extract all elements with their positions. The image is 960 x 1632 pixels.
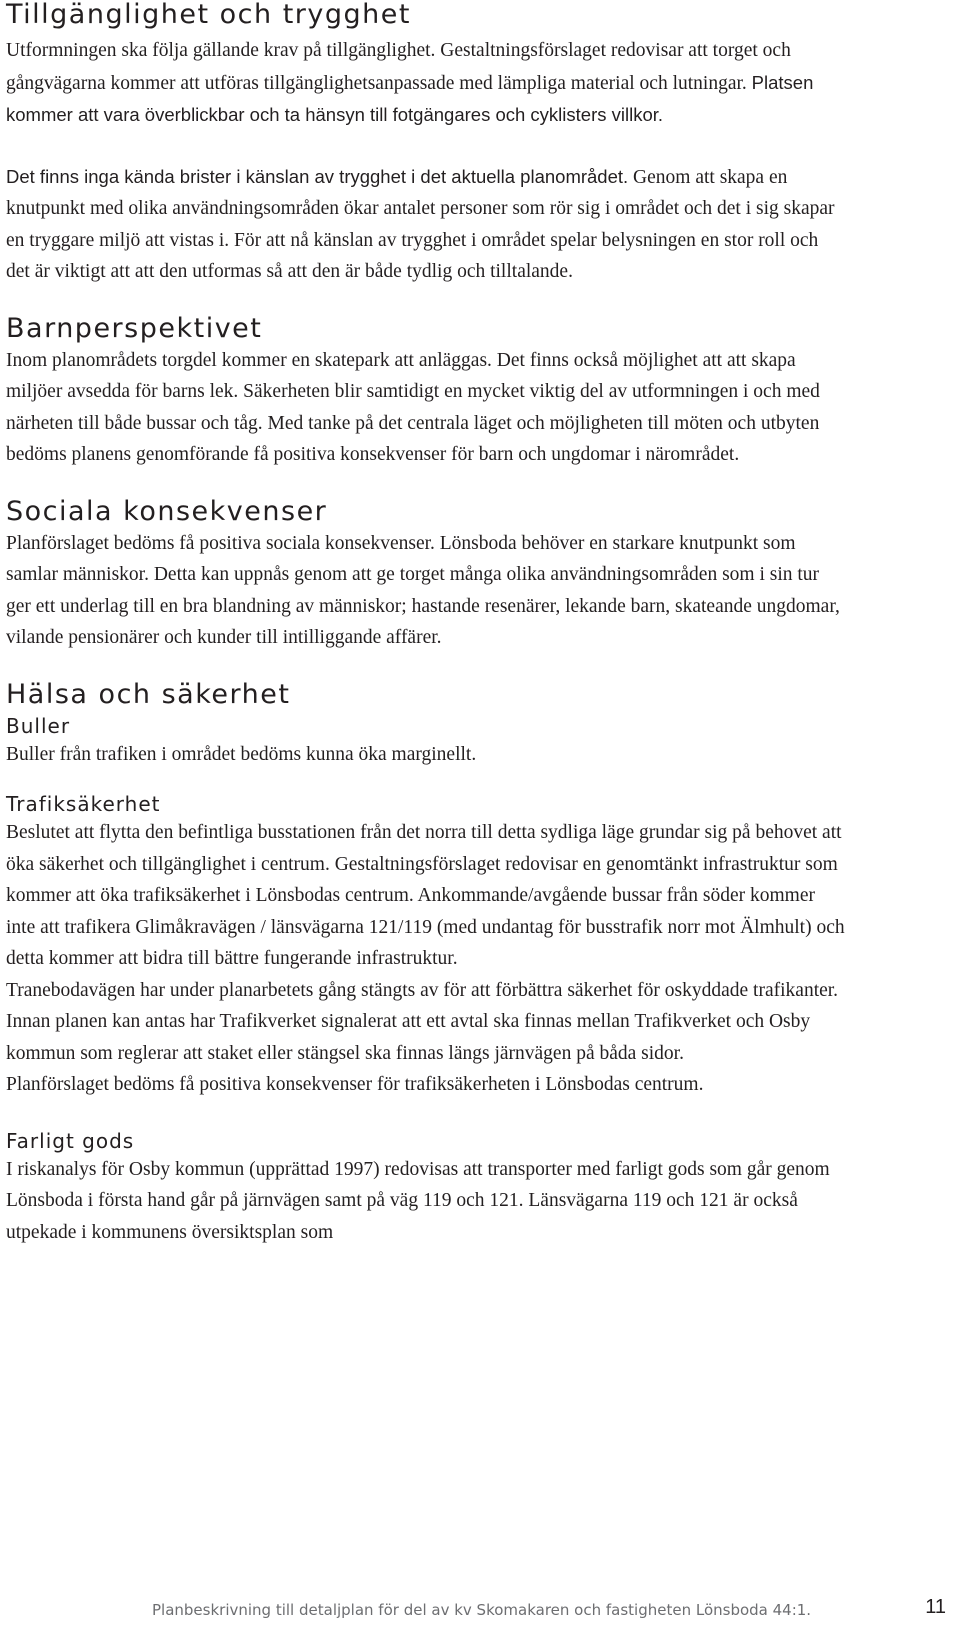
paragraph-traffic-1: Beslutet att flytta den befintliga busstationen från det norra till detta sydliga läge grundar sig på behovet att öka säkerhet och tillgänglighet i centrum. Gestaltningsförslaget redovisar en genomtänkt infrastruktur som kommer att öka trafiksäkerhet i Lönsbodas centrum. Ankommande/avgående bussar från söder kommer inte att trafikera Glimåkravägen / länsvägarna 121/119 (med undantag för busstrafik norr mot Älmhult) och detta kommer att bidra till bättre fungerande infrastruktur. xyxy=(6,822,845,969)
text-accessibility-2a: Det finns inga kända brister i känslan av trygghet i det aktuella planområdet. xyxy=(6,165,629,187)
text-accessibility-2b: Genom att skapa en knutpunkt med olika användningsområden ökar antalet personer som rör sig i området och det i sig skapar en tryggare miljö att vistas i. För att nå känslan av trygghet i området spelar belysningen en stor roll och det är viktigt att att den utformas så att den är både tydlig och tilltalande. xyxy=(6,166,835,282)
text-accessibility-1b: Platsen kommer att vara överblickbar och ta hänsyn till fotgängares och cyklisters villkor. xyxy=(6,71,814,125)
paragraph-noise: Buller från trafiken i området bedöms kunna öka marginellt. xyxy=(6,743,477,765)
paragraph-children: Inom planområdets torgdel kommer en skatepark att anläggas. Det finns också möjlighet att att skapa miljöer avsedda för barns lek. Säkerheten blir samtidigt en mycket viktig del av utformningen i och med närheten till både bussar och tåg. Med tanke på det centrala läget och möjligheten till möten och utbyten bedöms planens genomförande få positiva konsekvenser för barn och ungdomar i närområdet. xyxy=(6,349,820,465)
paragraph-accessibility-2 xyxy=(6,161,846,288)
paragraph-traffic-3: Planförslaget bedöms få positiva konsekvenser för trafiksäkerheten i Lönsbodas centrum. xyxy=(6,1074,704,1095)
heading-health: Hälsa och säkerhet xyxy=(6,678,291,710)
paragraph-traffic-2: Tranebodavägen har under planarbetets gång stängts av för att förbättra säkerhet för oskyddade trafikanter. Innan planen kan antas har Trafikverket signalerat att ett avtal ska finnas mellan Trafikverket och Osby kommun som reglerar att staket eller stängsel ska finnas längs järnvägen på båda sidor. xyxy=(6,979,839,1064)
heading-children: Barnperspektivet xyxy=(6,312,263,344)
heading-social: Sociala konsekvenser xyxy=(6,495,328,527)
document-page xyxy=(6,0,846,1248)
paragraph-social: Planförslaget bedöms få positiva sociala konsekvenser. Lönsboda behöver en starkare knutpunkt som samlar människor. Detta kan uppnås genom att ge torget många olika användningsområden som i sin tur ger ett underlag till en bra blandning av människor; hastande resenärer, lekande barn, skateande ungdomar, vilande pensionärer och kunder till intilliggande affärer. xyxy=(6,532,840,648)
paragraph-accessibility-1 xyxy=(6,35,846,132)
page-number: 11 xyxy=(925,1596,946,1618)
text-accessibility-1a: Utformningen ska följa gällande krav på tillgänglighet. Gestaltningsförslaget redovisar att torget och gångvägarna kommer att utföras tillgänglighetsanpassade med lämpliga material och lutningar. xyxy=(6,40,791,94)
heading-traffic: Trafiksäkerhet xyxy=(6,792,161,816)
heading-accessibility: Tillgänglighet och trygghet xyxy=(6,0,411,30)
paragraph-hazard: I riskanalys för Osby kommun (upprättad 1997) redovisas att transporter med farligt gods som går genom Lönsboda i första hand går på järnvägen samt på väg 119 och 121. Länsvägarna 119 och 121 är också utpekade i kommunens översiktsplan som xyxy=(6,1158,830,1243)
heading-noise: Buller xyxy=(6,713,71,738)
page-footer: Planbeskrivning till detaljplan för del av kv Skomakaren och fastigheten Lönsboda 44:1. xyxy=(152,1601,812,1619)
heading-hazard: Farligt gods xyxy=(6,1128,135,1153)
